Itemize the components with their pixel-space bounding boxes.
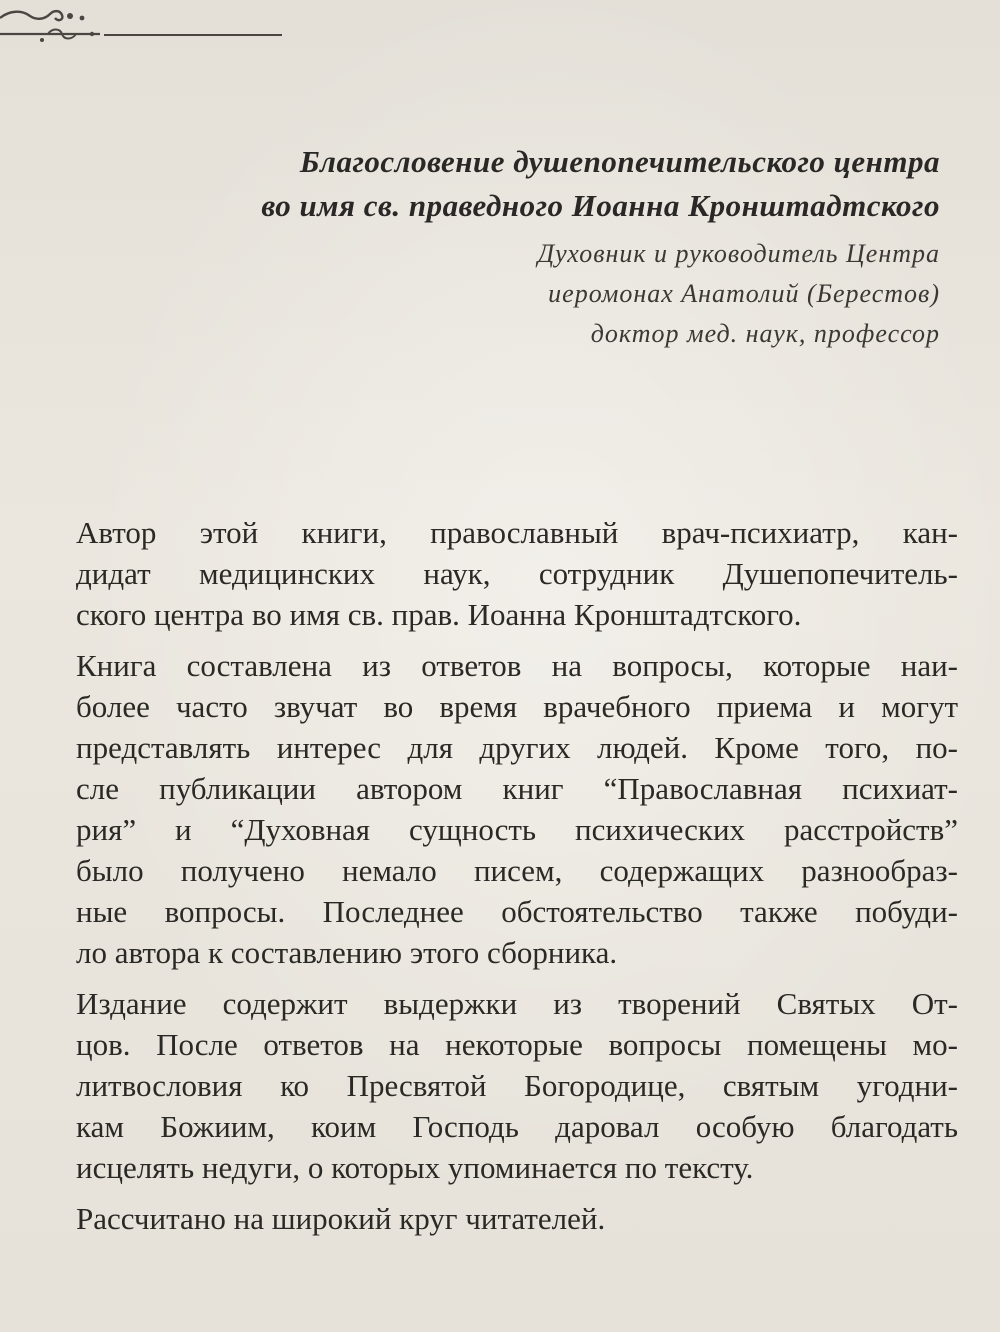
blessing-title <box>60 140 940 228</box>
text-line: Книга составлена из ответов на вопросы, которые наи- <box>76 648 958 683</box>
text-line: ло автора к составлению этого сборника. <box>76 935 618 970</box>
text-line: представлять интерес для других людей. Кроме того, по- <box>76 730 958 765</box>
signature-line: доктор мед. наук, профессор <box>590 319 940 348</box>
text-line: литвословия ко Пресвятой Богородице, святым угодни- <box>76 1068 958 1103</box>
text-line: было получено немало писем, содержащих разнообраз- <box>76 853 958 888</box>
signature-line: иеромонах Анатолий (Берестов) <box>548 279 940 308</box>
text-line: цов. После ответов на некоторые вопросы помещены мо- <box>76 1027 958 1062</box>
paragraph-audience <box>58 1198 958 1239</box>
header-divider <box>104 34 282 36</box>
text-line: Издание содержит выдержки из творений Святых От- <box>76 986 958 1021</box>
text-line: Автор этой книги, православный врач-психиатр, кан- <box>76 515 958 550</box>
text-line: Рассчитано на широкий круг читателей. <box>76 1201 606 1236</box>
text-line: ные вопросы. Последнее обстоятельство также побуди- <box>76 894 958 929</box>
text-line: дидат медицинских наук, сотрудник Душепопечитель- <box>76 556 958 591</box>
paragraph-edition <box>58 983 958 1188</box>
signature-line: Духовник и руководитель Центра <box>537 239 940 268</box>
blessing-block <box>60 140 940 354</box>
blessing-title-line: Благословение душепопечительского центра <box>299 144 940 179</box>
annotation-text <box>58 512 958 1249</box>
text-line: исцелять недуги, о которых упоминается по тексту. <box>76 1150 754 1185</box>
signature-block <box>60 234 940 354</box>
text-line: ского центра во имя св. прав. Иоанна Кронштадтского. <box>76 597 802 632</box>
text-line: более часто звучат во время врачебного приема и могут <box>76 689 958 724</box>
text-line: рия” и “Духовная сущность психических расстройств” <box>76 812 958 847</box>
paragraph-book <box>58 645 958 973</box>
corner-ornament-icon <box>0 0 110 50</box>
paragraph-author <box>58 512 958 635</box>
text-line: сле публикации автором книг “Православная психиат- <box>76 771 958 806</box>
blessing-title-line: во имя св. праведного Иоанна Кронштадтского <box>261 188 940 223</box>
text-line: кам Божиим, коим Господь даровал особую благодать <box>76 1109 958 1144</box>
